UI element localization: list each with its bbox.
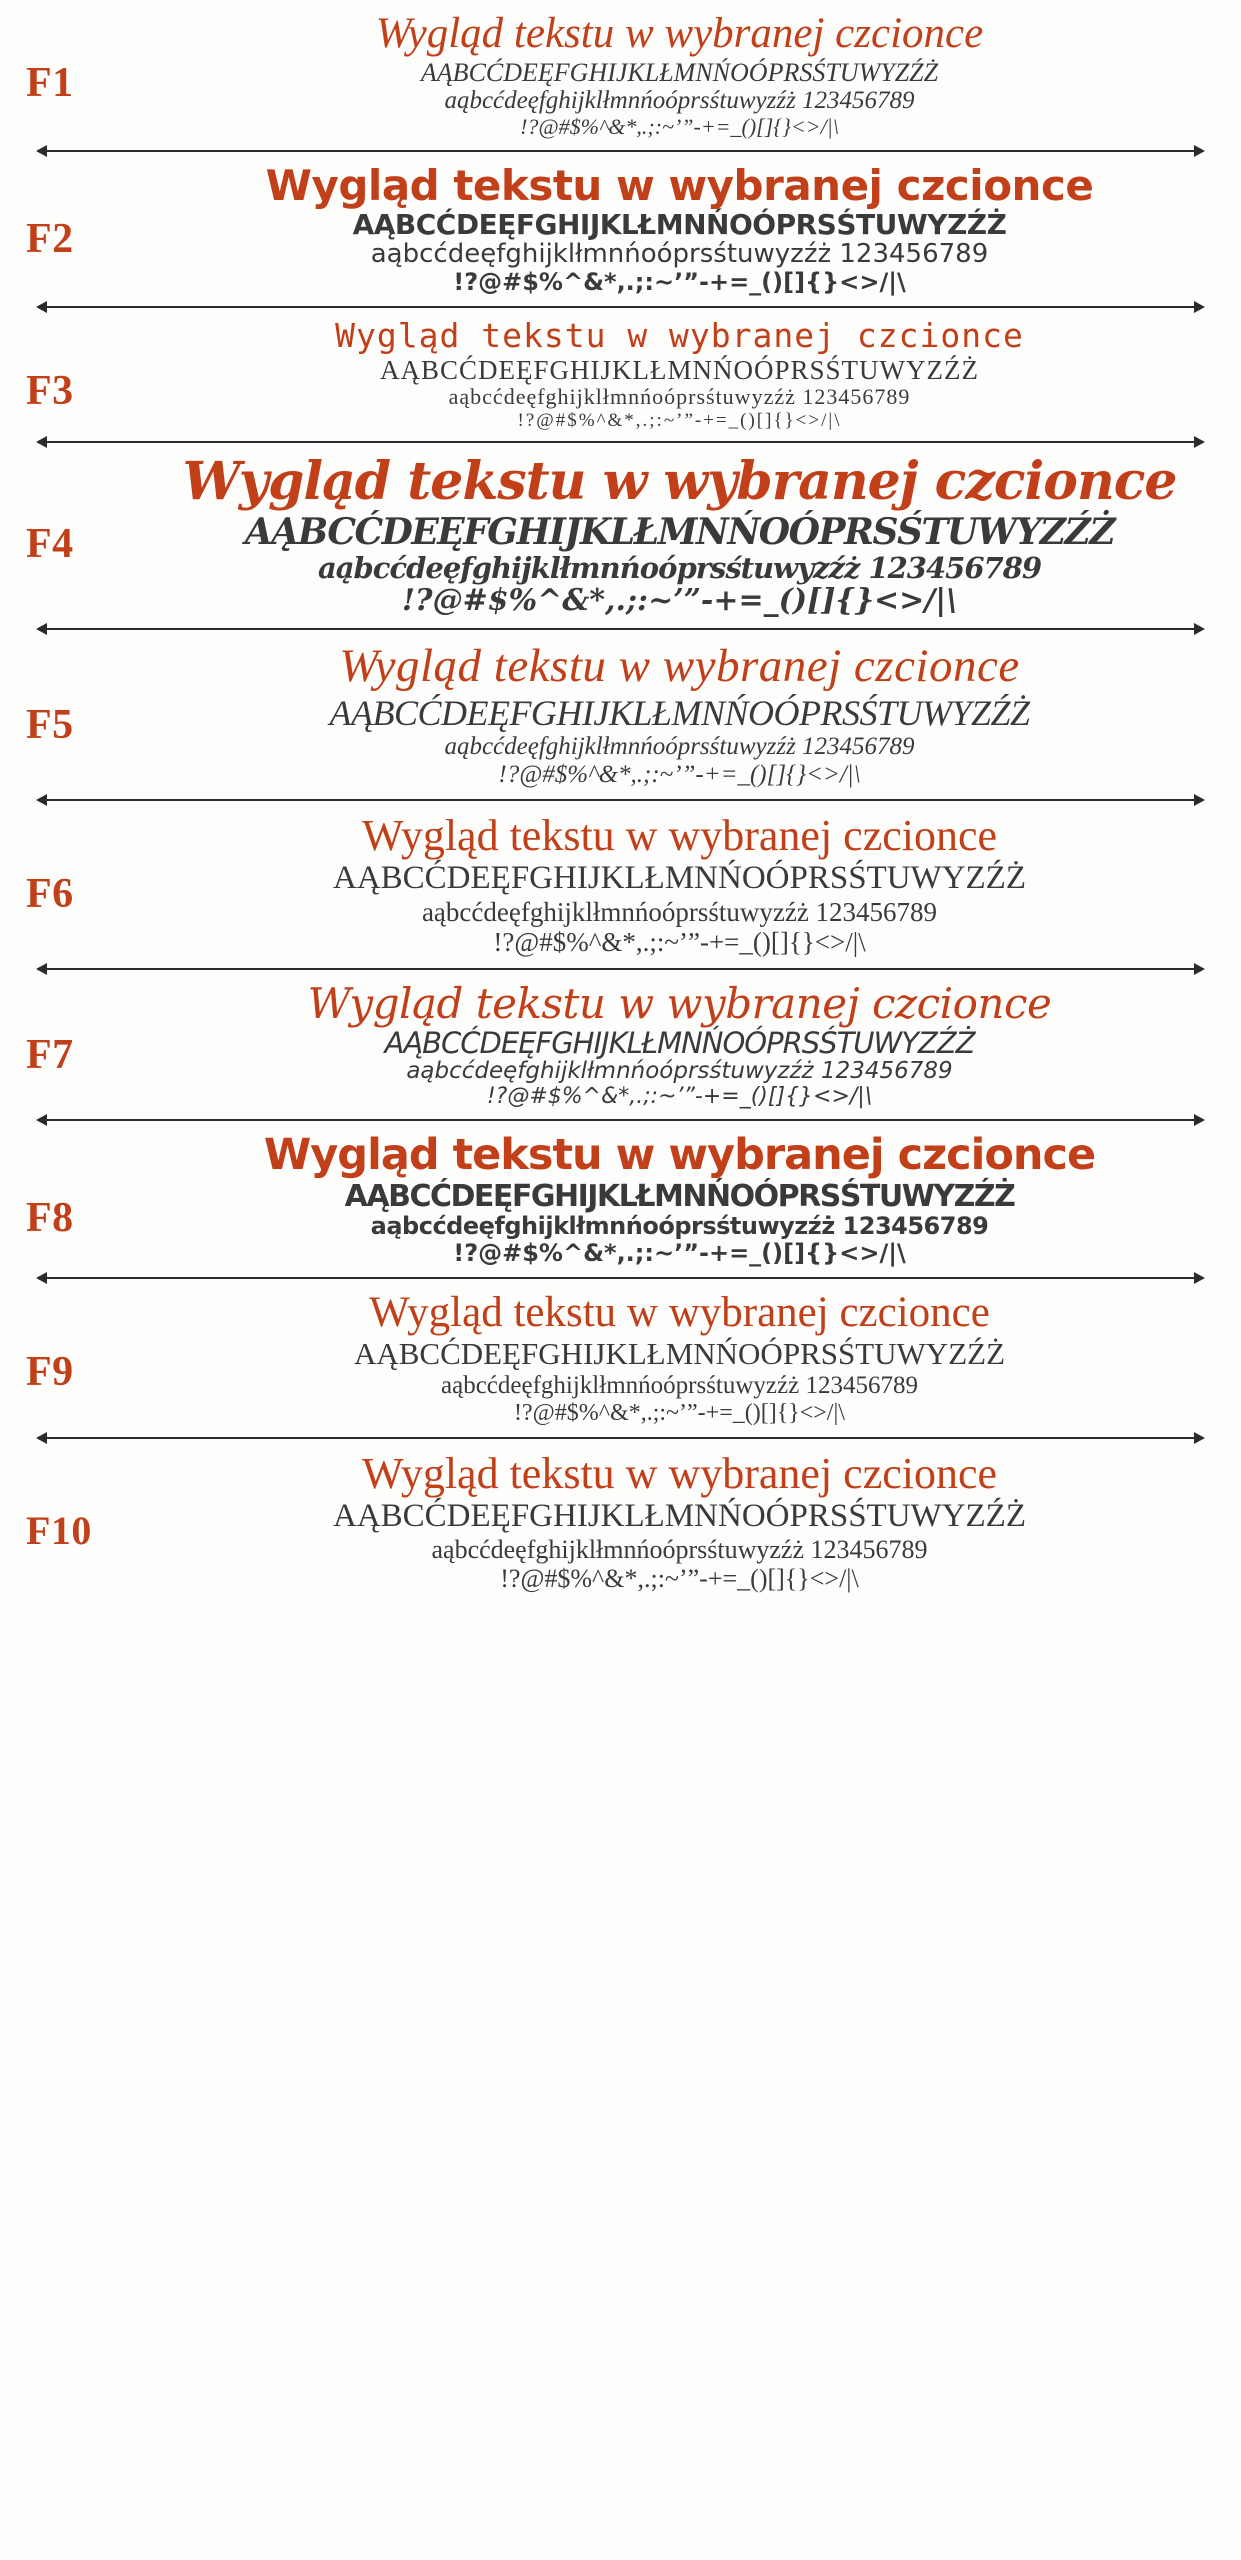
sample-uppercase-f3: AĄBCĆDEĘFGHIJKLŁMNŃOÓPRSŚTUWYZŹŻ (379, 355, 979, 386)
sample-title-f3: Wygląd tekstu w wybranej czcionce (335, 316, 1024, 356)
specimen-body-f5 (136, 640, 1223, 789)
sample-uppercase-f10: AĄBCĆDEĘFGHIJKLŁMNŃOÓPRSŚTUWYZŹŻ (332, 1497, 1027, 1534)
sample-lowercase-f10: aąbcćdeęfghijklłmnńoóprsśtuwyzźż 123456789 (431, 1534, 928, 1564)
specimen-body-f1 (136, 10, 1223, 140)
arrow-right-icon (1194, 1272, 1205, 1284)
specimen-label-f1: F1 (26, 60, 74, 106)
sample-symbols-f1: !?@#$%^&*,.;:~’”-+=_()[]{}<>/|\ (520, 114, 839, 140)
sample-symbols-f5: !?@#$%^&*,.;:~’”-+=_()[]{}<>/|\ (498, 760, 861, 788)
sample-symbols-f9: !?@#$%^&*,.;:~’”-+=_()[]{}<>/|\ (514, 1399, 845, 1426)
specimen-label-f3: F3 (26, 368, 74, 415)
sample-symbols-f6: !?@#$%^&*,.;:~’”-+=_()[]{}<>/|\ (493, 927, 866, 958)
specimen-label-f8: F8 (26, 1195, 74, 1242)
sample-lowercase-f5: aąbcćdeęfghijklłmnńoóprsśtuwyzźż 123456789 (444, 732, 915, 760)
specimen-body-f9 (136, 1289, 1223, 1427)
sample-uppercase-f4: AĄBCĆDEĘFGHIJKLŁMNŃOÓPRSŚTUWYZŹŻ (244, 510, 1115, 553)
arrow-right-icon (1194, 963, 1205, 975)
sample-title-f8: Wygląd tekstu w wybranej czcionce (263, 1130, 1096, 1181)
sample-uppercase-f8: AĄBCĆDEĘFGHIJKLŁMNŃOÓPRSŚTUWYZŹŻ (344, 1178, 1015, 1214)
specimen-f1 (0, 6, 1241, 140)
divider-rule-5 (36, 793, 1205, 807)
divider-bar (46, 1277, 1195, 1279)
arrow-right-icon (1194, 301, 1205, 313)
specimen-f8 (0, 1127, 1241, 1267)
sample-symbols-f2: !?@#$%^&*,.;:~’”-+=_()[]{}<>/|\ (453, 268, 906, 297)
arrow-right-icon (1194, 1432, 1205, 1444)
divider-rule-9 (36, 1431, 1205, 1445)
sample-title-f2: Wygląd tekstu w wybranej czcionce (265, 160, 1094, 210)
sample-uppercase-f2: AĄBCĆDEĘFGHIJKLŁMNŃOÓPRSŚTUWYZŹŻ (352, 207, 1007, 241)
sample-uppercase-f9: AĄBCĆDEĘFGHIJKLŁMNŃOÓPRSŚTUWYZŹŻ (353, 1336, 1005, 1372)
sample-uppercase-f6: AĄBCĆDEĘFGHIJKLŁMNŃOÓPRSŚTUWYZŹŻ (332, 860, 1027, 897)
divider-bar (46, 1437, 1195, 1439)
specimen-label-f4: F4 (26, 521, 74, 568)
sample-title-f9: Wygląd tekstu w wybranej czcionce (369, 1288, 990, 1336)
specimen-f5 (0, 636, 1241, 789)
sample-lowercase-f1: aąbcćdeęfghijklłmnńoóprsśtuwyzźż 123456789 (444, 87, 915, 115)
sample-title-f4: Wygląd tekstu w wybranej czcionce (182, 451, 1177, 513)
sample-symbols-f3: !?@#$%^&*,.;:~’”-+=_()[]{}<>/|\ (517, 410, 842, 432)
specimen-label-f2: F2 (26, 215, 74, 262)
specimen-body-f3 (136, 318, 1223, 431)
divider-bar (46, 306, 1195, 308)
sample-lowercase-f9: aąbcćdeęfghijklłmnńoóprsśtuwyzźż 123456789 (441, 1371, 918, 1399)
specimen-label-f10: F10 (26, 1507, 92, 1553)
divider-rule-7 (36, 1113, 1205, 1127)
divider-rule-3 (36, 435, 1205, 449)
arrow-right-icon (1194, 794, 1205, 806)
divider-rule-6 (36, 962, 1205, 976)
specimen-body-f8 (136, 1131, 1223, 1267)
specimen-f9 (0, 1285, 1241, 1427)
divider-rule-2 (36, 300, 1205, 314)
arrow-right-icon (1194, 145, 1205, 157)
sample-uppercase-f5: AĄBCĆDEĘFGHIJKLŁMNŃOÓPRSŚTUWYZŹŻ (329, 692, 1030, 733)
specimen-label-f5: F5 (26, 701, 74, 748)
sample-lowercase-f7: aąbcćdeęfghijklłmnńoóprsśtuwyzźż 123456789 (406, 1058, 953, 1085)
specimen-body-f2 (136, 162, 1223, 296)
sample-lowercase-f4: aąbcćdeęfghijklłmnńoóprsśtuwyzźż 123456789 (317, 550, 1042, 585)
divider-rule-1 (36, 144, 1205, 158)
specimen-f7 (0, 976, 1241, 1110)
specimen-f10 (0, 1445, 1241, 1593)
sample-title-f7: Wygląd tekstu w wybranej czcionce (307, 978, 1052, 1028)
divider-bar (46, 968, 1195, 970)
divider-bar (46, 799, 1195, 801)
sample-lowercase-f6: aąbcćdeęfghijklłmnńoóprsśtuwyzźż 123456789 (421, 897, 938, 928)
specimen-body-f6 (136, 811, 1223, 958)
specimen-f3 (0, 314, 1241, 431)
divider-bar (46, 441, 1195, 443)
sample-symbols-f10: !?@#$%^&*,.;:~’”-+=_()[]{}<>/|\ (500, 1564, 859, 1594)
sample-title-f10: Wygląd tekstu w wybranej czcionce (361, 1448, 998, 1498)
sample-title-f5: Wygląd tekstu w wybranej czcionce (339, 639, 1020, 692)
specimen-label-f6: F6 (26, 870, 74, 917)
specimen-body-f10 (136, 1449, 1223, 1593)
specimen-f2 (0, 158, 1241, 296)
specimen-body-f7 (136, 980, 1223, 1110)
sample-lowercase-f2: aąbcćdeęfghijklłmnńoóprsśtuwyzźż 123456789 (370, 239, 989, 270)
sample-symbols-f4: !?@#$%^&*,.;:~’”-+=_()[]{}<>/|\ (401, 583, 958, 619)
arrow-right-icon (1194, 436, 1205, 448)
sample-lowercase-f8: aąbcćdeęfghijklłmnńoóprsśtuwyzźż 123456789 (370, 1212, 989, 1241)
sample-lowercase-f3: aąbcćdeęfghijklłmnńoóprsśtuwyzźż 123456789 (448, 384, 911, 410)
specimen-body-f4 (136, 453, 1223, 618)
sample-title-f1: Wygląd tekstu w wybranej czcionce (375, 10, 984, 57)
divider-rule-8 (36, 1271, 1205, 1285)
arrow-right-icon (1194, 1114, 1205, 1126)
divider-rule-4 (36, 622, 1205, 636)
sample-symbols-f8: !?@#$%^&*,.;:~’”-+=_()[]{}<>/|\ (453, 1239, 906, 1268)
specimen-f4 (0, 449, 1241, 618)
sample-symbols-f7: !?@#$%^&*,.;:~’”-+=_()[]{}<>/|\ (486, 1083, 873, 1109)
specimen-label-f9: F9 (26, 1348, 74, 1395)
arrow-right-icon (1194, 623, 1205, 635)
divider-bar (46, 628, 1195, 630)
sample-title-f6: Wygląd tekstu w wybranej czcionce (361, 810, 998, 860)
specimen-label-f7: F7 (26, 1031, 74, 1078)
specimen-f6 (0, 807, 1241, 958)
divider-bar (46, 150, 1195, 152)
sample-uppercase-f1: AĄBCĆDEĘFGHIJKLŁMNŃOÓPRSŚTUWYZŹŻ (420, 58, 939, 88)
sample-uppercase-f7: AĄBCĆDEĘFGHIJKLŁMNŃOÓPRSŚTUWYZŹŻ (384, 1025, 975, 1060)
divider-bar (46, 1119, 1195, 1121)
